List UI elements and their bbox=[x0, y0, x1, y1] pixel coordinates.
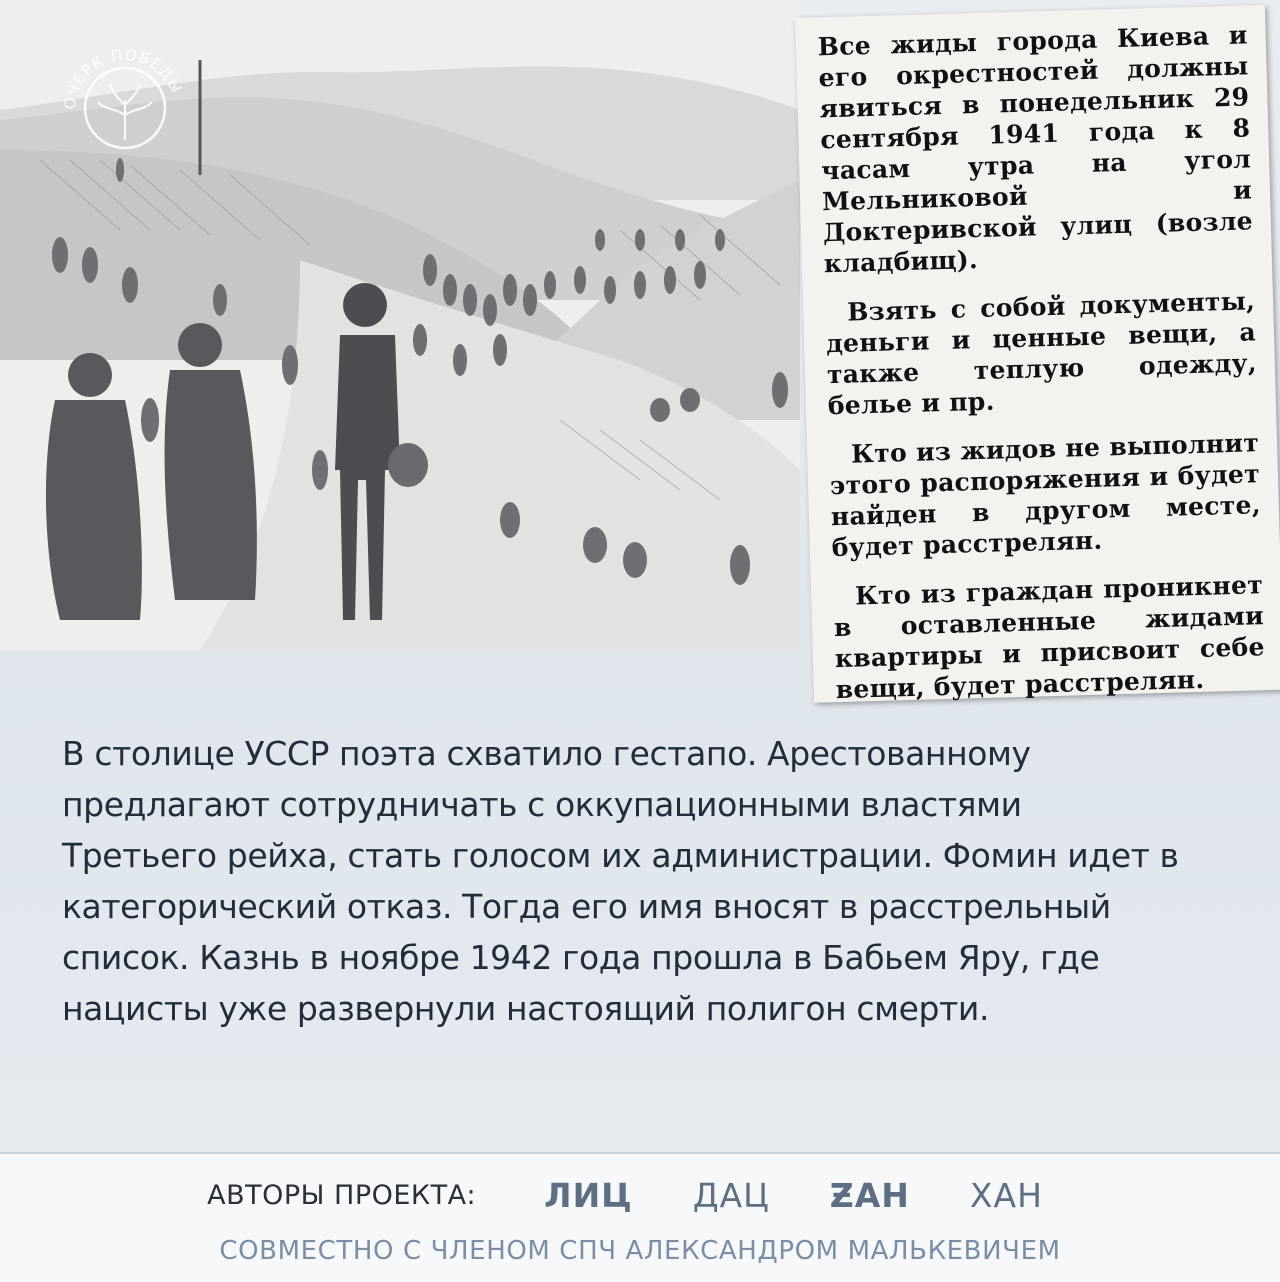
coauthor-line: СОВМЕСТНО С ЧЛЕНОМ СПЧ АЛЕКСАНДРОМ МАЛЬКЕВИЧЕМ bbox=[219, 1236, 1061, 1266]
brand-zan: ƵАН bbox=[829, 1176, 910, 1215]
authors-label: АВТОРЫ ПРОЕКТА: bbox=[207, 1180, 477, 1211]
footer bbox=[0, 1152, 1280, 1282]
authors-row bbox=[0, 1176, 1280, 1215]
brand-dats: ДАЦ bbox=[692, 1176, 770, 1215]
brand-lits: ЛИЦ bbox=[544, 1176, 633, 1215]
clipping-paragraph: Взять с собой документы, деньги и ценные вещи, а также теплую одежду, белье и пр. bbox=[825, 286, 1258, 421]
clipping-paragraph: Кто из жидов не выполнит этого распоряжения и будет найден в другом месте, будет расстрелян. bbox=[829, 428, 1262, 563]
clipping-paragraph: Все жиды города Киева и его окрестностей должны явиться в понедельник 29 сентября 1941 года к 8 часам утра на угол Мельниковой и Доктеривской улиц (возле кладбищ). bbox=[817, 20, 1254, 279]
svg-text:ОЧЕРК ПОБЕДЫ bbox=[61, 46, 186, 111]
project-logo bbox=[60, 40, 190, 170]
brand-khan: ХАН bbox=[969, 1176, 1043, 1215]
main-paragraph: В столице УССР поэта схватило гестапо. Арестованному предлагают сотрудничать с оккупационными властями Третьего рейха, стать голосом их администрации. Фомин идет в категорический отказ. Тогда его имя вносят в расстрельный список. Казнь в ноябре 1942 года прошла в Бабьем Яру, где нацисты уже развернули настоящий полигон смерти. bbox=[62, 734, 1179, 1028]
newspaper-clipping bbox=[795, 5, 1280, 703]
clipping-paragraph: Кто из граждан проникнет в оставленные жидами квартиры и присвоит себе вещи, будет расстрелян. bbox=[833, 570, 1266, 705]
logo-text: ОЧЕРК ПОБЕДЫ bbox=[60, 45, 186, 111]
